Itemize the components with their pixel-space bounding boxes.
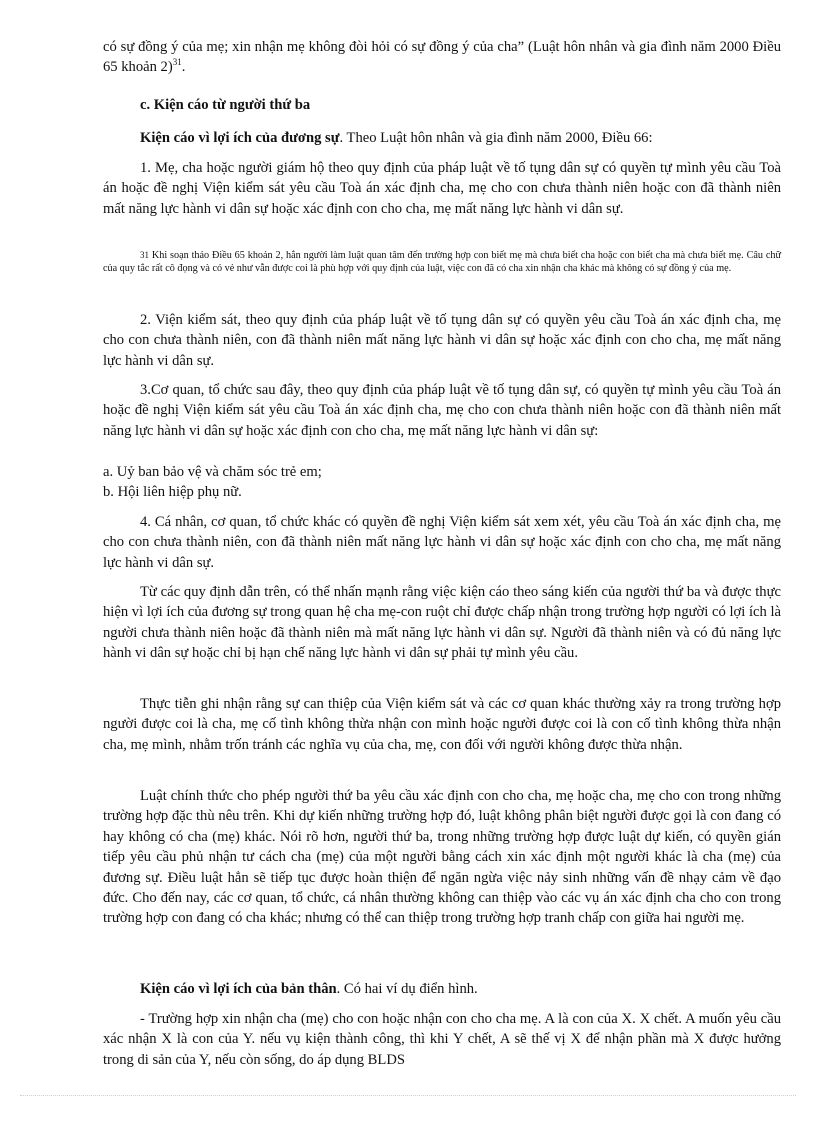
paragraph-intro: Kiện cáo vì lợi ích của đương sự. Theo Luật hôn nhân và gia đình năm 2000, Điều 66: [140,130,653,146]
paragraph-clause-4: 4. Cá nhân, cơ quan, tổ chức khác có quyền đề nghị Viện kiểm sát xem xét, yêu cầu Toà án xác định cha, mẹ cho con chưa thành niên, con đã thành niên mất năng lực hành vi dân sự hoặc xác định con cho cha, mẹ mất năng lực hành vi dân sự. [103,514,781,571]
paragraph-continuation: có sự đồng ý của mẹ; xin nhận mẹ không đòi hỏi có sự đồng ý của cha” (Luật hôn nhân và gia đình năm 2000 Điều 65 khoản 2)$^{31}$. [103,39,781,76]
paragraph-analysis: Từ các quy định dẫn trên, có thể nhấn mạnh rằng việc kiện cáo theo sáng kiến của người thứ ba và được thực hiện vì lợi ích của đương sự trong quan hệ cha mẹ-con ruột chỉ được chấp nhận trong trường hợp người có lợi ích là người chưa thành niên hoặc đã thành niên mà mất năng lực hành vi dân sự. Người đã thành niên và có đủ năng lực hành vi dân sự hoặc chỉ bị hạn chế năng lực hành vi dân sự phải tự mình yêu cầu. [103,584,781,662]
list-item-a: a. Uỷ ban bảo vệ và chăm sóc trẻ em; [103,464,322,480]
paragraph-self-interest: Kiện cáo vì lợi ích của bản thân. Có hai ví dụ điển hình. [140,981,478,997]
paragraph-practice: Thực tiễn ghi nhận rằng sự can thiệp của Viện kiểm sát và các cơ quan khác thường xảy ra trong trường hợp người được coi là cha, mẹ cố tình không thừa nhận con mình hoặc người được coi là con cố tình không thừa nhận cha, mẹ mình, nhằm trốn tránh các nghĩa vụ của cha, mẹ, con đối với người không được thừa nhận. [103,696,781,753]
paragraph-law: Luật chính thức cho phép người thứ ba yêu cầu xác định con cho cha, mẹ hoặc cha, mẹ cho con trong những trường hợp đặc thù nêu trên. Khi dự kiến những trường hợp đó, luật không phân biệt người được gọi là con đang có hay không có cha (mẹ) khác. Nói rõ hơn, người thứ ba, trong những trường hợp được luật dự kiến, có quyền gián tiếp yêu cầu phủ nhận tư cách cha (mẹ) của một người bằng cách xin xác định một người khác là cha (mẹ) của đương sự. Điều luật hẳn sẽ tiếp tục được hoàn thiện để ngăn ngừa việc nảy sinh những vấn đề nhạy cảm về đạo đức. Cho đến nay, các cơ quan, tổ chức, cá nhân thường không can thiệp vào các vụ án xác định cha cho con trong trường hợp con đang có cha khác; nhưng có thể can thiệp trong trường hợp tranh chấp con giữa hai người mẹ. [103,788,781,927]
section-heading: c. Kiện cáo từ người thứ ba [140,97,311,113]
bold-lead: Kiện cáo vì lợi ích của bản thân [140,981,337,997]
footnote: 31 Khi soạn thảo Điều 65 khoản 2, hẳn người làm luật quan tâm đến trường hợp con biết mẹ mà chưa biết cha hoặc con biết cha mà chưa biết mẹ. Câu chữ của quy tắc rất cô đọng và có vẻ như vẫn được coi là phù hợp với quy định của luật, việc con đã có cha xin nhận cha khác mà không có sự đồng ý của mẹ. [103,250,781,275]
footnote-number: 31 [140,250,149,260]
bold-lead: Kiện cáo vì lợi ích của đương sự [140,130,340,146]
footnote-reference: 31 [172,57,182,68]
page-bottom-rule [20,1095,796,1096]
paragraph-example: - Trường hợp xin nhận cha (mẹ) cho con hoặc nhận con cho cha mẹ. A là con của X. X chết. A muốn yêu cầu xác nhận X là con của Y. nếu vụ kiện thành công, thì khi Y chết, A sẽ thế vị X để nhận phần mà X được hưởng trong di sản của Y, nếu còn sống, do áp dụng BLDS [103,1011,781,1068]
paragraph-clause-1: 1. Mẹ, cha hoặc người giám hộ theo quy định của pháp luật về tố tụng dân sự có quyền tự mình yêu cầu Toà án hoặc đề nghị Viện kiểm sát yêu cầu Toà án xác định cha, mẹ cho con chưa thành niên hoặc con đã thành niên mất năng lực hành vi dân sự hoặc xác định con cho cha, mẹ mất năng lực hành vi dân sự. [103,160,781,217]
paragraph-clause-2: 2. Viện kiểm sát, theo quy định của pháp luật về tố tụng dân sự có quyền yêu cầu Toà án xác định cha, mẹ cho con chưa thành niên, con đã thành niên mất năng lực hành vi dân sự hoặc xác định con cho cha, mẹ mất năng lực hành vi dân sự. [103,312,781,369]
list-item-b: b. Hội liên hiệp phụ nữ. [103,484,242,500]
paragraph-clause-3: 3.Cơ quan, tổ chức sau đây, theo quy định của pháp luật về tố tụng dân sự, có quyền tự mình yêu cầu Toà án hoặc đề nghị Viện kiểm sát yêu cầu Toà án xác định cha, mẹ cho con chưa thành niên hoặc con đã thành niên mất năng lực hành vi dân sự hoặc xác định con cho cha, mẹ mất năng lực hành vi dân sự: [103,382,781,439]
